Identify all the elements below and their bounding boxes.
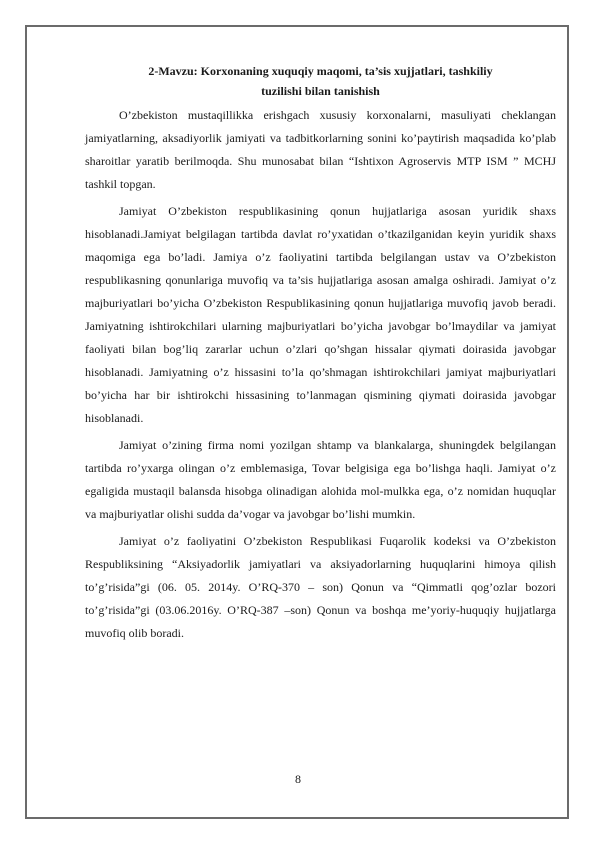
document-body xyxy=(85,61,556,649)
title-line-1: 2-Mavzu: Korxonaning xuquqiy maqomi, ta’sis xujjatlari, tashkiliy xyxy=(148,64,493,78)
paragraph-1: O’zbekiston mustaqillikka erishgach xususiy korxonalarni, masuliyati cheklangan jamiyatlarning, aksadiyorlik jamiyati va tadbitkorlarning sonini ko’paytirish maqsadida ko’plab sharoitlar yaratib berilmoqda. Shu munosabat bilan “Ishtixon Agroservis MTP ISM ” MCHJ tashkil topgan. xyxy=(85,108,556,191)
paragraph-4: Jamiyat o’z faoliyatini O’zbekiston Respublikasi Fuqarolik kodeksi va O’zbekiston Respubliksining “Aksiyadorlik jamiyatlari va aksiyadorlarning huquqlarini himoya qilish to’g’risida”gi (06. 05. 2014y. O’RQ-370 – son) Qonun va “Qimmatli qog’ozlar bozori to’g’risida”gi (03.06.2016y. O’RQ-387 –son) Qonun va boshqa me’yoriy-huquqiy hujjatlarga muvofiq olib boradi. xyxy=(85,534,556,640)
page-number: 8 xyxy=(295,772,301,786)
paragraph-2: Jamiyat O’zbekiston respublikasining qonun hujjatlariga asosan yuridik shaxs hisoblanadi.Jamiyat belgilagan tartibda davlat ro’yxatidan o’tkazilganidan keyin yuridik shaxs maqomiga ega bo’ladi. Jamiya o’z faoliyatini tartibda belgilangan ustav va O’zbekiston respublikasning qonunlariga muvofiq va ta’sis hujjatlariga asosan amalga oshiradi. Jamiyat o’z majburiyatlari bo’yicha O’zbekiston Respublikasining qonun hujjatlariga muvofiq javob beradi. Jamiyatning ishtirokchilari ularning majburiyatlari bo’yicha javobgar bo’lmaydilar va jamiyat faoliyati bilan bog’liq zararlar uchun o’zlari qo’shgan hissalar qiymati doirasida javobgar hisoblanadi. Jamiyatning o’z hissasini to’la qo’shmagan ishtirokchilari jamiyat majburiyatlari bo’yicha har bir ishtirokchi hissasining to’lanmagan qismining qiymati doirasida javobgar hisoblanadi. xyxy=(85,204,556,425)
title-line-2: tuzilishi bilan tanishish xyxy=(261,84,380,98)
paragraph-3: Jamiyat o’zining firma nomi yozilgan shtamp va blankalarga, shuningdek belgilangan tartibda ro’yxarga olingan o’z emblemasiga, Tovar belgisiga ega bo’lishga haqli. Jamiyat o’z egaligida mustaqil balansda hisobga olinadigan alohida mol-mulkka ega, o’z nomidan huquqlar va majburiyatlar olishi sudda da’vogar va javobgar bo’lishi mumkin. xyxy=(85,438,556,521)
page-title xyxy=(85,61,556,101)
